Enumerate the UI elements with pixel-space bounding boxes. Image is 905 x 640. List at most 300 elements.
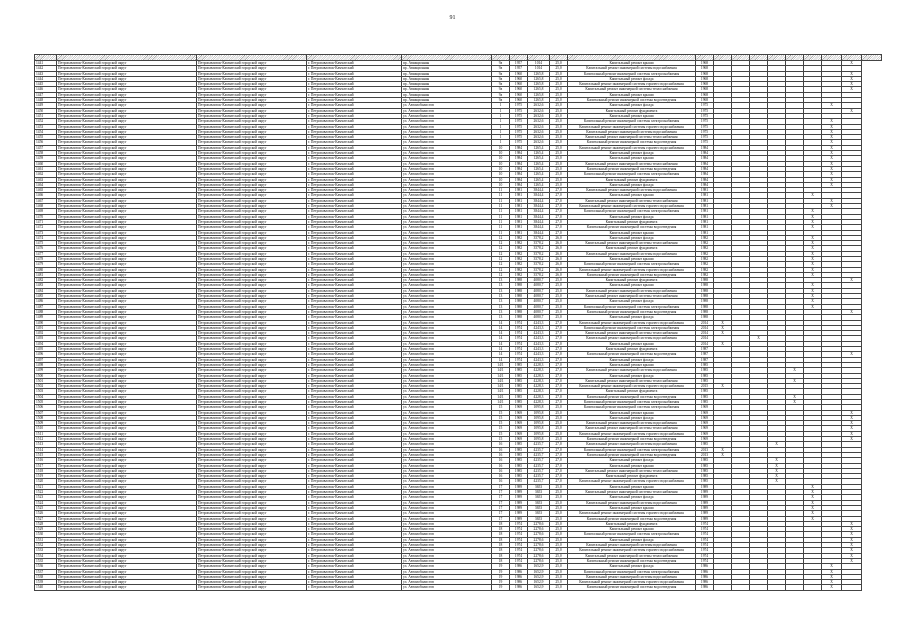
row-number: 1446 xyxy=(35,87,57,92)
row-number: 1451 xyxy=(35,113,57,118)
planned-year-cell: 1985 xyxy=(696,362,714,367)
work-type-cell: Капитальный ремонт фасада xyxy=(568,495,696,500)
area-cell: 1265,4 xyxy=(528,166,550,171)
municipality-cell: Петропавловск-Камчатский городской округ xyxy=(197,378,307,383)
year-built-cell: 1975 xyxy=(510,140,528,145)
planned-year-cell: 1969 xyxy=(696,415,714,420)
wear-cell: 27,0 xyxy=(550,394,568,399)
area-cell: 3578,2 xyxy=(528,267,550,272)
house-number-cell: 14 xyxy=(492,331,510,336)
house-number-cell: 16 xyxy=(492,458,510,463)
area-cell: 3578,2 xyxy=(528,262,550,267)
area-cell: 2632,6 xyxy=(528,119,550,124)
municipality-cell: Петропавловск-Камчатский городской округ xyxy=(197,468,307,473)
year-built-cell: 1969 xyxy=(510,421,528,426)
street-cell: ул. Автомобилистов xyxy=(402,151,492,156)
house-number-cell: 1 xyxy=(492,135,510,140)
settlement-cell: г. Петропавловск-Камчатский xyxy=(307,553,402,558)
municipality-cell: Петропавловск-Камчатский городской округ xyxy=(197,521,307,526)
row-number: 1484 xyxy=(35,288,57,293)
year-built-cell: 1960 xyxy=(510,71,528,76)
planned-year-cell: 1984 xyxy=(696,166,714,171)
wear-cell: 25,0 xyxy=(550,543,568,548)
settlement-cell: г. Петропавловск-Камчатский xyxy=(307,145,402,150)
planned-year-cell: 1984 xyxy=(696,161,714,166)
street-cell: пр. Авиационная xyxy=(402,87,492,92)
wear-cell: 25,0 xyxy=(550,87,568,92)
work-type-cell: Капитальный ремонт инженерной системы горячего водоснабжения xyxy=(568,204,696,209)
work-type-cell: Капитальный ремонт инженерной системы электроснабжения xyxy=(568,400,696,405)
work-type-cell: Капитальный ремонт крыши xyxy=(568,193,696,198)
work-type-cell: Капитальный ремонт фундамента xyxy=(568,177,696,182)
settlement-cell: г. Петропавловск-Камчатский xyxy=(307,516,402,521)
wear-cell: 27,0 xyxy=(550,378,568,383)
wear-cell: 27,0 xyxy=(550,400,568,405)
year-built-cell: 1985 xyxy=(510,463,528,468)
wear-cell: 25,0 xyxy=(550,135,568,140)
planned-year-cell: 1981 xyxy=(696,214,714,219)
work-type-cell: Капитальный ремонт фасада xyxy=(568,151,696,156)
year-built-cell: 1985 xyxy=(510,458,528,463)
wear-cell: 25,0 xyxy=(550,484,568,489)
mark-cell: X xyxy=(804,516,822,521)
district-cell: Петропавловск-Камчатский городской округ xyxy=(57,352,197,357)
mark-cell: X xyxy=(822,198,842,203)
work-type-cell: Капитальный ремонт инженерной системы электроснабжения xyxy=(568,119,696,124)
area-cell: 1652,9 xyxy=(528,564,550,569)
settlement-cell: г. Петропавловск-Камчатский xyxy=(307,299,402,304)
house-number-cell: 14/1 xyxy=(492,368,510,373)
planned-year-cell: 1985 xyxy=(696,400,714,405)
settlement-cell: г. Петропавловск-Камчатский xyxy=(307,394,402,399)
area-cell: 4080,7 xyxy=(528,288,550,293)
wear-cell: 26,0 xyxy=(550,272,568,277)
mark-cell: X xyxy=(804,484,822,489)
work-type-cell: Капитальный ремонт крыши xyxy=(568,505,696,510)
wear-cell: 27,0 xyxy=(550,463,568,468)
municipality-cell: Петропавловск-Камчатский городской округ xyxy=(197,113,307,118)
row-number: 1522 xyxy=(35,490,57,495)
mark-cell: X xyxy=(804,490,822,495)
row-number: 1528 xyxy=(35,521,57,526)
year-built-cell: 1988 xyxy=(510,294,528,299)
settlement-cell: г. Петропавловск-Камчатский xyxy=(307,66,402,71)
street-cell: ул. Автомобилистов xyxy=(402,309,492,314)
wear-cell: 25,0 xyxy=(550,166,568,171)
planned-year-cell: 1968 xyxy=(696,98,714,103)
work-type-cell: Капитальный ремонт фундамента xyxy=(568,389,696,394)
municipality-cell: Петропавловск-Камчатский городской округ xyxy=(197,558,307,563)
year-built-cell: 1989 xyxy=(510,511,528,516)
wear-cell: 25,0 xyxy=(550,103,568,108)
planned-year-cell: 1985 xyxy=(696,458,714,463)
house-number-cell: 1 xyxy=(492,124,510,129)
row-number: 1455 xyxy=(35,135,57,140)
planned-year-cell: 1975 xyxy=(696,135,714,140)
settlement-cell: г. Петропавловск-Камчатский xyxy=(307,500,402,505)
wear-cell: 25,0 xyxy=(550,564,568,569)
year-built-cell: 1984 xyxy=(510,166,528,171)
wear-cell: 25,0 xyxy=(550,151,568,156)
year-built-cell: 1969 xyxy=(510,437,528,442)
work-type-cell: Капитальный ремонт фасада xyxy=(568,373,696,378)
planned-year-cell: 1974 xyxy=(696,553,714,558)
planned-year-cell: 1975 xyxy=(696,119,714,124)
planned-year-cell: 1985 xyxy=(696,463,714,468)
area-cell: 1095,8 xyxy=(528,415,550,420)
wear-cell: 25,0 xyxy=(550,156,568,161)
row-number: 1539 xyxy=(35,580,57,585)
work-type-cell: Капитальный ремонт инженерной системы теплоснабжения xyxy=(568,161,696,166)
planned-year-cell: 1982 xyxy=(696,262,714,267)
row-number: 1503 xyxy=(35,389,57,394)
area-cell: 1095,8 xyxy=(528,431,550,436)
area-cell: 4228,3 xyxy=(528,400,550,405)
mark-cell: X xyxy=(768,479,786,484)
wear-cell: 25,0 xyxy=(550,426,568,431)
row-number: 1517 xyxy=(35,463,57,468)
settlement-cell: г. Петропавловск-Камчатский xyxy=(307,129,402,134)
house-number-cell: 16 xyxy=(492,447,510,452)
settlement-cell: г. Петропавловск-Камчатский xyxy=(307,410,402,415)
street-cell: ул. Автомобилистов xyxy=(402,458,492,463)
work-type-cell: Капитальный ремонт крыши xyxy=(568,463,696,468)
row-number: 1496 xyxy=(35,352,57,357)
row-number: 1460 xyxy=(35,161,57,166)
mark-cell: X xyxy=(822,569,842,574)
mark-cell: X xyxy=(822,172,842,177)
planned-year-cell: 1974 xyxy=(696,548,714,553)
district-cell: Петропавловск-Камчатский городской округ xyxy=(57,452,197,457)
year-built-cell: 1974 xyxy=(510,357,528,362)
row-number: 1531 xyxy=(35,537,57,542)
settlement-cell: г. Петропавловск-Камчатский xyxy=(307,373,402,378)
work-type-cell: Капитальный ремонт инженерной системы водоснабжения xyxy=(568,66,696,71)
planned-year-cell: 1988 xyxy=(696,304,714,309)
wear-cell: 27,0 xyxy=(550,368,568,373)
house-number-cell: 17 xyxy=(492,516,510,521)
street-cell: ул. Автомобилистов xyxy=(402,490,492,495)
work-type-cell: Капитальный ремонт фундамента xyxy=(568,347,696,352)
year-built-cell: 1985 xyxy=(510,373,528,378)
municipality-cell: Петропавловск-Камчатский городской округ xyxy=(197,140,307,145)
district-cell: Петропавловск-Камчатский городской округ xyxy=(57,283,197,288)
house-number-cell: 17 xyxy=(492,511,510,516)
district-cell: Петропавловск-Камчатский городской округ xyxy=(57,468,197,473)
wear-cell: 25,0 xyxy=(550,511,568,516)
mark-cell: X xyxy=(842,431,862,436)
house-number-cell: 14/1 xyxy=(492,394,510,399)
house-number-cell: 19 xyxy=(492,574,510,579)
year-built-cell: 1986 xyxy=(510,585,528,590)
wear-cell: 26,0 xyxy=(550,235,568,240)
settlement-cell: г. Петропавловск-Камчатский xyxy=(307,452,402,457)
planned-year-cell: 1982 xyxy=(696,241,714,246)
district-cell: Петропавловск-Камчатский городской округ xyxy=(57,87,197,92)
house-number-cell: 12 xyxy=(492,272,510,277)
mark-cell xyxy=(714,585,732,590)
year-built-cell: 1975 xyxy=(510,103,528,108)
district-cell: Петропавловск-Камчатский городской округ xyxy=(57,71,197,76)
work-type-cell: Капитальный ремонт фундамента xyxy=(568,278,696,283)
street-cell: ул. Автомобилистов xyxy=(402,564,492,569)
house-number-cell: 15 xyxy=(492,405,510,410)
year-built-cell: 1986 xyxy=(510,569,528,574)
municipality-cell: Петропавловск-Камчатский городской округ xyxy=(197,490,307,495)
year-built-cell: 1988 xyxy=(510,309,528,314)
settlement-cell: г. Петропавловск-Камчатский xyxy=(307,384,402,389)
year-built-cell: 1981 xyxy=(510,193,528,198)
district-cell: Петропавловск-Камчатский городской округ xyxy=(57,421,197,426)
planned-year-cell: 1974 xyxy=(696,537,714,542)
district-cell: Петропавловск-Камчатский городской округ xyxy=(57,431,197,436)
planned-year-cell: 1975 xyxy=(696,113,714,118)
planned-year-cell: 1982 xyxy=(696,256,714,261)
area-cell: 1014 xyxy=(528,61,550,66)
year-built-cell: 1969 xyxy=(510,426,528,431)
row-number: 1540 xyxy=(35,585,57,590)
area-cell: 3653 xyxy=(528,495,550,500)
planned-year-cell: 1981 xyxy=(696,193,714,198)
work-type-cell: Капитальный ремонт инженерной системы горячего водоснабжения xyxy=(568,384,696,389)
municipality-cell: Петропавловск-Камчатский городской округ xyxy=(197,431,307,436)
work-type-cell: Капитальный ремонт инженерной системы электроснабжения xyxy=(568,71,696,76)
wear-cell: 25,0 xyxy=(550,283,568,288)
area-cell: 2278,6 xyxy=(528,521,550,526)
house-number-cell: 18 xyxy=(492,532,510,537)
settlement-cell: г. Петропавловск-Камчатский xyxy=(307,103,402,108)
municipality-cell: Петропавловск-Камчатский городской округ xyxy=(197,92,307,97)
year-built-cell: 1960 xyxy=(510,76,528,81)
district-cell: Петропавловск-Камчатский городской округ xyxy=(57,505,197,510)
area-cell: 2632,6 xyxy=(528,140,550,145)
wear-cell: 26,0 xyxy=(550,241,568,246)
municipality-cell: Петропавловск-Камчатский городской округ xyxy=(197,98,307,103)
district-cell: Петропавловск-Камчатский городской округ xyxy=(57,177,197,182)
area-cell: 3844,4 xyxy=(528,214,550,219)
area-cell: 3844,4 xyxy=(528,188,550,193)
work-type-cell: Капитальный ремонт инженерной системы водоснабжения xyxy=(568,442,696,447)
district-cell: Петропавловск-Камчатский городской округ xyxy=(57,447,197,452)
mark-cell: X xyxy=(822,166,842,171)
settlement-cell: г. Петропавловск-Камчатский xyxy=(307,362,402,367)
row-number: 1515 xyxy=(35,452,57,457)
street-cell: ул. Автомобилистов xyxy=(402,400,492,405)
street-cell: ул. Автомобилистов xyxy=(402,262,492,267)
municipality-cell: Петропавловск-Камчатский городской округ xyxy=(197,352,307,357)
district-cell: Петропавловск-Камчатский городской округ xyxy=(57,272,197,277)
wear-cell: 25,0 xyxy=(550,532,568,537)
year-built-cell: 1969 xyxy=(510,415,528,420)
mark-cell: X xyxy=(842,415,862,420)
area-cell: 4243,3 xyxy=(528,347,550,352)
row-number: 1498 xyxy=(35,362,57,367)
street-cell: ул. Автомобилистов xyxy=(402,209,492,214)
wear-cell: 25,0 xyxy=(550,92,568,97)
house-number-cell: 16 xyxy=(492,463,510,468)
year-built-cell: 1988 xyxy=(510,278,528,283)
street-cell: ул. Автомобилистов xyxy=(402,182,492,187)
row-number: 1526 xyxy=(35,511,57,516)
planned-year-cell: 1985 xyxy=(696,378,714,383)
planned-year-cell: 1968 xyxy=(696,82,714,87)
work-type-cell: Капитальный ремонт инженерной системы теплоснабжения xyxy=(568,198,696,203)
mark-cell: X xyxy=(804,256,822,261)
work-type-cell: Капитальный ремонт инженерной системы теплоснабжения xyxy=(568,135,696,140)
area-cell: 4243,3 xyxy=(528,336,550,341)
row-number: 1458 xyxy=(35,151,57,156)
area-cell: 4228,3 xyxy=(528,368,550,373)
municipality-cell: Петропавловск-Камчатский городской округ xyxy=(197,426,307,431)
mark-cell: X xyxy=(822,161,842,166)
municipality-cell: Петропавловск-Камчатский городской округ xyxy=(197,315,307,320)
year-built-cell: 1981 xyxy=(510,225,528,230)
row-number: 1509 xyxy=(35,421,57,426)
municipality-cell: Петропавловск-Камчатский городской округ xyxy=(197,256,307,261)
settlement-cell: г. Петропавловск-Камчатский xyxy=(307,251,402,256)
work-type-cell: Капитальный ремонт инженерной системы электроснабжения xyxy=(568,304,696,309)
year-built-cell: 1974 xyxy=(510,548,528,553)
year-built-cell: 1982 xyxy=(510,256,528,261)
row-number: 1491 xyxy=(35,325,57,330)
row-number: 1512 xyxy=(35,437,57,442)
area-cell: 4228,3 xyxy=(528,362,550,367)
year-built-cell: 1974 xyxy=(510,347,528,352)
house-number-cell: 15 xyxy=(492,426,510,431)
wear-cell: 27,0 xyxy=(550,447,568,452)
work-type-cell: Капитальный ремонт инженерной системы горячего водоснабжения xyxy=(568,548,696,553)
house-number-cell: 14 xyxy=(492,336,510,341)
area-cell: 1265,4 xyxy=(528,182,550,187)
municipality-cell: Петропавловск-Камчатский городской округ xyxy=(197,500,307,505)
street-cell: ул. Автомобилистов xyxy=(402,219,492,224)
planned-year-cell: 1986 xyxy=(696,574,714,579)
settlement-cell: г. Петропавловск-Камчатский xyxy=(307,98,402,103)
work-type-cell: Капитальный ремонт инженерной системы водоотведения xyxy=(568,225,696,230)
street-cell: ул. Автомобилистов xyxy=(402,378,492,383)
row-number: 1447 xyxy=(35,92,57,97)
mark-cell xyxy=(842,585,862,590)
municipality-cell: Петропавловск-Камчатский городской округ xyxy=(197,241,307,246)
work-type-cell: Капитальный ремонт фасада xyxy=(568,103,696,108)
area-cell: 3653 xyxy=(528,505,550,510)
planned-year-cell: 1969 xyxy=(696,405,714,410)
district-cell: Петропавловск-Камчатский городской округ xyxy=(57,124,197,129)
mark-cell: X xyxy=(842,82,862,87)
row-number: 1489 xyxy=(35,315,57,320)
wear-cell: 27,0 xyxy=(550,188,568,193)
year-built-cell: 1989 xyxy=(510,495,528,500)
area-cell: 3578,2 xyxy=(528,241,550,246)
street-cell: ул. Автомобилистов xyxy=(402,230,492,235)
table-row xyxy=(35,585,882,590)
area-cell: 2632,6 xyxy=(528,135,550,140)
work-type-cell: Капитальный ремонт инженерной системы водоотведения xyxy=(568,166,696,171)
planned-year-cell: 1988 xyxy=(696,309,714,314)
municipality-cell: Петропавловск-Камчатский городской округ xyxy=(197,251,307,256)
district-cell: Петропавловск-Камчатский городской округ xyxy=(57,558,197,563)
settlement-cell: г. Петропавловск-Камчатский xyxy=(307,182,402,187)
mark-cell: X xyxy=(804,495,822,500)
district-cell: Петропавловск-Камчатский городской округ xyxy=(57,219,197,224)
planned-year-cell: 1987 xyxy=(696,352,714,357)
street-cell: ул. Автомобилистов xyxy=(402,193,492,198)
house-number-cell: 11 xyxy=(492,219,510,224)
municipality-cell: Петропавловск-Камчатский городской округ xyxy=(197,580,307,585)
municipality-cell: Петропавловск-Камчатский городской округ xyxy=(197,585,307,590)
house-number-cell: 11 xyxy=(492,214,510,219)
house-number-cell: 12 xyxy=(492,235,510,240)
settlement-cell: г. Петропавловск-Камчатский xyxy=(307,262,402,267)
settlement-cell: г. Петропавловск-Камчатский xyxy=(307,288,402,293)
municipality-cell: Петропавловск-Камчатский городской округ xyxy=(197,225,307,230)
mark-cell: X xyxy=(822,177,842,182)
district-cell: Петропавловск-Камчатский городской округ xyxy=(57,156,197,161)
mark-cell: X xyxy=(804,219,822,224)
street-cell: ул. Автомобилистов xyxy=(402,225,492,230)
year-built-cell: 1985 xyxy=(510,479,528,484)
district-cell: Петропавловск-Камчатский городской округ xyxy=(57,569,197,574)
street-cell: ул. Автомобилистов xyxy=(402,405,492,410)
row-number: 1530 xyxy=(35,532,57,537)
municipality-cell: Петропавловск-Камчатский городской округ xyxy=(197,373,307,378)
settlement-cell: г. Петропавловск-Камчатский xyxy=(307,389,402,394)
row-number: 1441 xyxy=(35,61,57,66)
settlement-cell: г. Петропавловск-Камчатский xyxy=(307,558,402,563)
house-number-cell: 19 xyxy=(492,569,510,574)
mark-cell xyxy=(750,585,768,590)
district-cell: Петропавловск-Камчатский городской округ xyxy=(57,458,197,463)
municipality-cell: Петропавловск-Камчатский городской округ xyxy=(197,272,307,277)
mark-cell xyxy=(786,585,804,590)
municipality-cell: Петропавловск-Камчатский городской округ xyxy=(197,166,307,171)
mark-cell: X xyxy=(842,278,862,283)
municipality-cell: Петропавловск-Камчатский городской округ xyxy=(197,299,307,304)
wear-cell: 27,0 xyxy=(550,225,568,230)
house-number-cell: 18 xyxy=(492,521,510,526)
settlement-cell: г. Петропавловск-Камчатский xyxy=(307,256,402,261)
year-built-cell: 1974 xyxy=(510,527,528,532)
row-number: 1443 xyxy=(35,71,57,76)
house-number-cell: 14 xyxy=(492,357,510,362)
district-cell: Петропавловск-Камчатский городской округ xyxy=(57,320,197,325)
municipality-cell: Петропавловск-Камчатский городской округ xyxy=(197,267,307,272)
area-cell: 1095,8 xyxy=(528,405,550,410)
area-cell: 1265,8 xyxy=(528,92,550,97)
district-cell: Петропавловск-Камчатский городской округ xyxy=(57,98,197,103)
district-cell: Петропавловск-Камчатский городской округ xyxy=(57,309,197,314)
planned-year-cell: 1982 xyxy=(696,235,714,240)
row-number: 1508 xyxy=(35,415,57,420)
year-built-cell: 1969 xyxy=(510,431,528,436)
house-number-cell: 10 xyxy=(492,156,510,161)
street-cell: ул. Автомобилистов xyxy=(402,468,492,473)
mark-cell: X xyxy=(804,500,822,505)
planned-year-cell: 1968 xyxy=(696,76,714,81)
municipality-cell: Петропавловск-Камчатский городской округ xyxy=(197,347,307,352)
settlement-cell: г. Петропавловск-Камчатский xyxy=(307,246,402,251)
settlement-cell: г. Петропавловск-Камчатский xyxy=(307,532,402,537)
year-built-cell: 1960 xyxy=(510,82,528,87)
mark-cell: X xyxy=(842,76,862,81)
area-cell: 4235,7 xyxy=(528,458,550,463)
row-number: 1501 xyxy=(35,378,57,383)
municipality-cell: Петропавловск-Камчатский городской округ xyxy=(197,384,307,389)
street-cell: ул. Автомобилистов xyxy=(402,331,492,336)
row-number: 1450 xyxy=(35,108,57,113)
year-built-cell: 1974 xyxy=(510,320,528,325)
planned-year-cell: 1981 xyxy=(696,225,714,230)
